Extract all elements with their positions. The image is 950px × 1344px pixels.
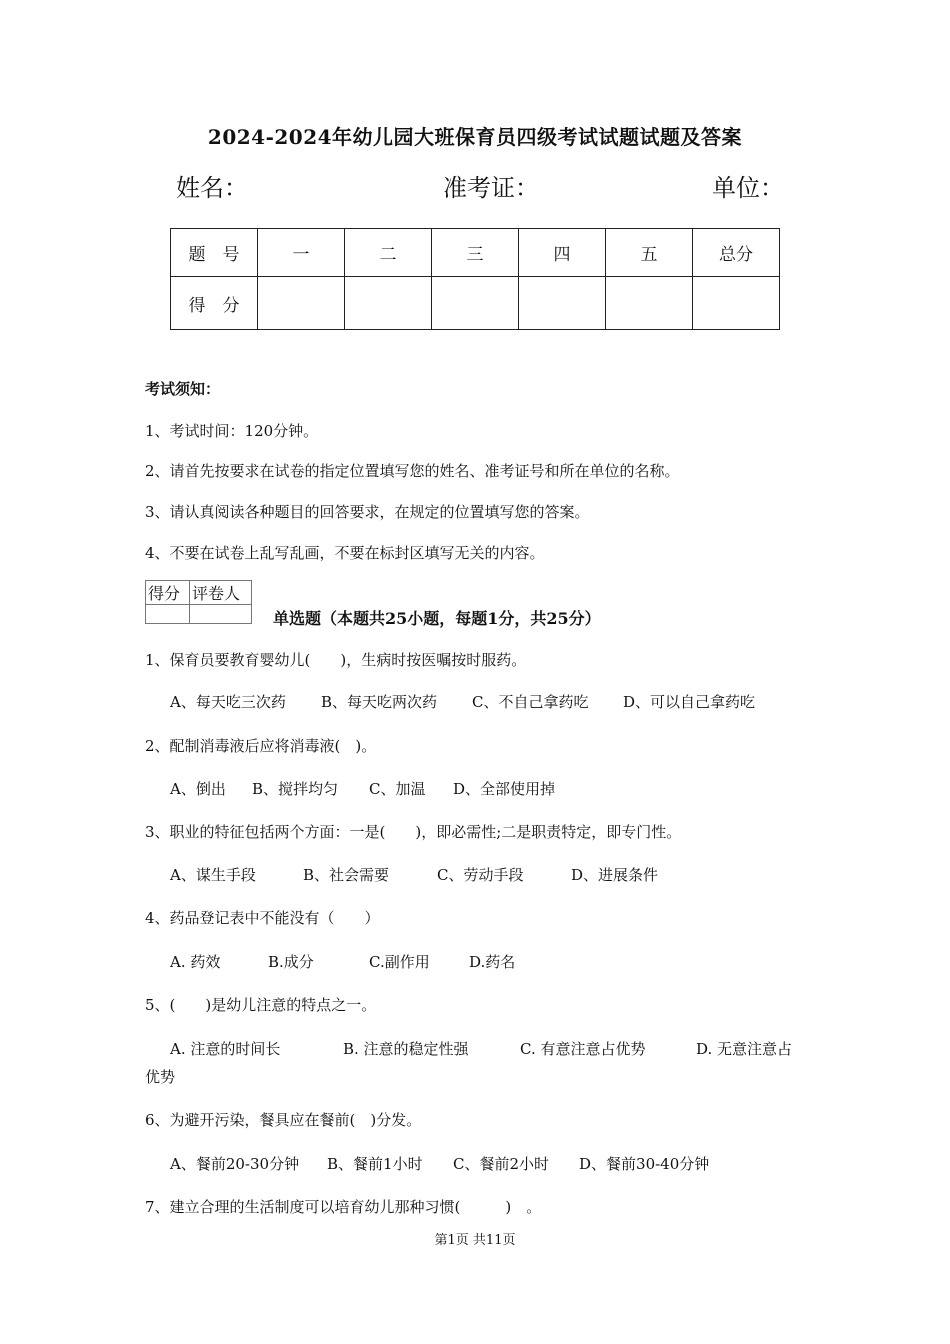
score-table-header-cell: 四 [519,229,606,277]
score-cell[interactable] [693,277,780,330]
option-d[interactable]: D、全部使用掉 [453,780,556,798]
grader-score-cell[interactable] [146,605,190,624]
option-a[interactable]: A. 药效 [170,953,221,971]
option-d-wrap: 优势 [145,1068,176,1086]
option-c[interactable]: C、加温 [369,780,426,798]
question-options [170,691,755,712]
question-text: 7、建立合理的生活制度可以培育幼儿那种习惯( ) 。 [145,1198,542,1216]
notice-item: 4、不要在试卷上乱写乱画，不要在标封区填写无关的内容。 [145,544,545,562]
score-table-header-cell: 题 号 [171,229,258,277]
name-field-label: 姓名： [176,174,248,202]
option-d[interactable]: D. 无意注意占 [696,1040,793,1058]
question-text: 4、药品登记表中不能没有（ ） [145,909,380,927]
notice-item: 1、考试时间：120分钟。 [145,422,319,440]
score-cell[interactable] [258,277,345,330]
option-a[interactable]: A、每天吃三次药 [170,693,286,711]
score-cell[interactable] [345,277,432,330]
option-b[interactable]: B、搅拌均匀 [252,780,339,798]
grader-box [145,580,252,624]
option-d[interactable]: D、可以自己拿药吃 [623,693,756,711]
exam-id-field-label: 准考证： [443,174,539,202]
score-table-score-row [171,277,780,330]
score-cell[interactable] [606,277,693,330]
option-d[interactable]: D、餐前30-40分钟 [579,1155,710,1173]
question-options [170,1153,709,1174]
question-options [170,778,555,799]
score-table-header-cell: 总分 [693,229,780,277]
option-c[interactable]: C、餐前2小时 [453,1155,550,1173]
question-options [170,864,658,885]
option-c[interactable]: C、劳动手段 [437,866,524,884]
question-text: 1、保育员要教育婴幼儿( )，生病时按医嘱按时服药。 [145,651,527,669]
option-b[interactable]: B. 注意的稳定性强 [343,1040,469,1058]
score-row-label: 得 分 [171,277,258,330]
option-a[interactable]: A、餐前20-30分钟 [170,1155,300,1173]
question-options [170,951,515,972]
question-text: 2、配制消毒液后应将消毒液( )。 [145,737,377,755]
score-table-header-cell: 三 [432,229,519,277]
score-table-header-cell: 一 [258,229,345,277]
option-a[interactable]: A. 注意的时间长 [170,1040,281,1058]
question-text: 6、为避开污染，餐具应在餐前( )分发。 [145,1111,422,1129]
page-footer: 第1页 共11页 [434,1233,516,1248]
grader-name-label: 评卷人 [190,581,252,605]
score-table-header-cell: 二 [345,229,432,277]
option-b[interactable]: B、餐前1小时 [327,1155,423,1173]
option-c[interactable]: C.副作用 [369,953,430,971]
grader-name-cell[interactable] [190,605,252,624]
score-cell[interactable] [519,277,606,330]
score-cell[interactable] [432,277,519,330]
question-options [170,1038,792,1059]
grader-score-label: 得分 [146,581,190,605]
option-b[interactable]: B、社会需要 [303,866,390,884]
option-d[interactable]: D.药名 [469,953,516,971]
page-title: 2024-2024年幼儿园大班保育员四级考试试题试题及答案 [207,125,743,149]
section-title: 单选题（本题共25小题，每题1分，共25分） [273,609,601,628]
option-c[interactable]: C. 有意注意占优势 [520,1040,646,1058]
option-a[interactable]: A、谋生手段 [170,866,256,884]
question-text: 3、职业的特征包括两个方面：一是( )，即必需性;二是职责特定，即专门性。 [145,823,682,841]
score-table-header-row [171,229,780,277]
notice-heading: 考试须知： [145,380,221,398]
notice-item: 2、请首先按要求在试卷的指定位置填写您的姓名、准考证号和所在单位的名称。 [145,462,680,480]
notice-item: 3、请认真阅读各种题目的回答要求，在规定的位置填写您的答案。 [145,503,590,521]
score-table-header-cell: 五 [606,229,693,277]
option-a[interactable]: A、倒出 [170,780,226,798]
option-c[interactable]: C、不自己拿药吃 [472,693,589,711]
unit-field-label: 单位： [712,174,784,202]
question-text: 5、( )是幼儿注意的特点之一。 [145,996,377,1014]
option-b[interactable]: B、每天吃两次药 [321,693,438,711]
option-d[interactable]: D、进展条件 [571,866,659,884]
score-table [170,228,780,330]
option-b[interactable]: B.成分 [268,953,314,971]
